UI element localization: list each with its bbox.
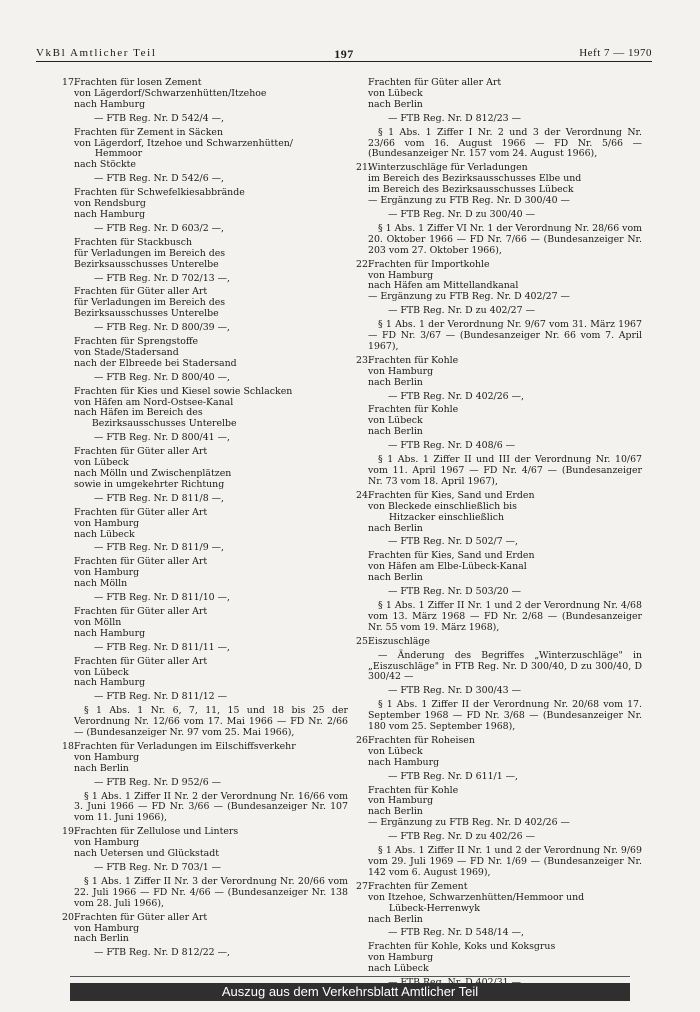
legal-citation: § 1 Abs. 1 Ziffer II Nr. 3 der Verordnung Nr. 20/66 vom 22. Juli 1966 — FD Nr. 4/66 — (Bundesanzeiger Nr. 138 vom 28. Juli 1966),: [74, 875, 348, 909]
entry-line: sowie in umgekehrter Richtung: [74, 478, 225, 490]
entry-line: nach Berlin: [74, 933, 129, 945]
legal-citation: § 1 Abs. 1 Nr. 6, 7, 11, 15 und 18 bis 25 der Verordnung Nr. 12/66 vom 17. Mai 1966 — FD Nr. 2/66 — (Bundesanzeiger Nr. 97 vom 25. Mai 1966),: [74, 705, 348, 739]
entry-block: [356, 601, 642, 634]
right-column: [356, 78, 642, 992]
ftb-reference: — FTB Reg. Nr. D zu 402/26 —: [388, 831, 535, 843]
entry-block: [62, 337, 348, 370]
entry-line: von Mölln: [74, 616, 122, 628]
entry-block: [62, 274, 348, 285]
entry-block: [62, 643, 348, 654]
entry-block: [356, 441, 642, 452]
legal-citation: § 1 Abs. 1 Ziffer VI Nr. 1 der Verordnung Nr. 28/66 vom 20. Oktober 1966 — FD Nr. 7/66 — (Bundesanzeiger Nr. 203 vom 27. Oktober 1966),: [368, 222, 642, 256]
ftb-reference: — FTB Reg. Nr. D 548/14 —,: [388, 927, 524, 939]
entry-line: Frachten für Kohle: [368, 784, 459, 796]
entry-block: [356, 224, 642, 257]
entry-line: Frachten für Kohle, Koks und Koksgrus: [368, 941, 556, 953]
entry-line: Lübeck-Herrenwyk: [368, 902, 480, 914]
entry-line: 26.Frachten für Roheisen: [356, 734, 475, 746]
entry-number: 17.: [62, 77, 77, 88]
entry-line: von Lägerdorf, Itzehoe und Schwarzenhütten/: [74, 137, 293, 149]
entry-line: nach Berlin: [368, 572, 423, 584]
entry-line: nach Hamburg: [74, 677, 146, 689]
entry-block: [62, 323, 348, 334]
entry-line: nach Lübeck: [368, 963, 429, 975]
entry-block: [356, 128, 642, 161]
entry-line: von Häfen am Nord-Ostsee-Kanal: [74, 396, 234, 408]
entry-block: [356, 651, 642, 684]
entry-block: [356, 163, 642, 207]
entry-line: im Bereich des Bezirksausschusses Elbe und: [368, 173, 582, 185]
ftb-reference: — FTB Reg. Nr. D 800/39 —,: [94, 322, 230, 334]
entry-line: für Verladungen im Bereich des: [74, 297, 226, 309]
entry-block: [356, 455, 642, 488]
entry-line: nach Berlin: [368, 98, 423, 110]
entry-block: [62, 114, 348, 125]
entry-block: [62, 373, 348, 384]
ftb-reference: — FTB Reg. Nr. D 811/11 —,: [94, 641, 230, 653]
entry-line: nach Uetersen und Glückstadt: [74, 848, 219, 860]
entry-line: nach Berlin: [368, 376, 423, 388]
entry-line: — Ergänzung zu FTB Reg. Nr. D 300/40 —: [368, 195, 570, 207]
entry-block: [356, 260, 642, 304]
entry-line: 18.Frachten für Verladungen im Eilschiffsverkehr: [62, 740, 296, 752]
entry-block: [62, 877, 348, 910]
legal-citation: § 1 Abs. 1 der Verordnung Nr. 9/67 vom 31. März 1967 — FD Nr. 3/67 — (Bundesanzeiger Nr. 66 vom 7. April 1967),: [368, 319, 642, 352]
entry-line: Frachten für Sprengstoffe: [74, 336, 199, 348]
entry-block: [62, 557, 348, 590]
entry-line: Frachten für Güter aller Art: [74, 286, 208, 298]
entry-line: von Lübeck: [74, 666, 129, 678]
entry-line: Frachten für Stackbusch: [74, 236, 193, 248]
entry-block: [356, 832, 642, 843]
footer-rule: [70, 976, 630, 977]
legal-citation: § 1 Abs. 1 Ziffer II und III der Verordnung Nr. 10/67 vom 11. April 1967 — FD Nr. 4/67 — (Bundesanzeiger Nr. 73 vom 18. April 1967),: [368, 454, 642, 487]
entry-block: [62, 543, 348, 554]
entry-line: nach Mölln und Zwischenplätzen: [74, 468, 232, 479]
entry-block: [356, 78, 642, 111]
entry-line: nach Berlin: [368, 522, 423, 534]
entry-line: Bezirksausschusses Unterelbe: [74, 308, 219, 320]
entry-line: Hitzacker einschließlich: [368, 511, 505, 523]
entry-line: von Hamburg: [74, 517, 140, 529]
ftb-reference: — FTB Reg. Nr. D 603/2 —,: [94, 222, 225, 234]
ftb-reference: — FTB Reg. Nr. D 300/43 —: [388, 685, 521, 697]
entry-number: 19.: [62, 826, 77, 838]
legal-citation: — Änderung des Begriffes „Winterzuschläge" in „Eiszuschläge" in FTB Reg. Nr. D 300/40, D zu 300/40, D 300/42 —: [368, 649, 642, 683]
entry-block: [62, 827, 348, 860]
entry-line: nach Lübeck: [74, 528, 135, 540]
entry-block: [356, 320, 642, 353]
entry-block: [62, 778, 348, 789]
entry-line: nach Hamburg: [74, 627, 146, 639]
entry-line: Frachten für Zement in Säcken: [74, 126, 223, 138]
entry-line: Frachten für Güter aller Art: [74, 446, 208, 458]
entry-number: 24.: [356, 489, 371, 501]
ftb-reference: — FTB Reg. Nr. D 408/6 —: [388, 440, 516, 452]
entry-line: von Hamburg: [74, 922, 140, 934]
entry-line: von Bleckede einschließlich bis: [368, 500, 517, 512]
running-header: [36, 47, 652, 61]
entry-number: 26.: [356, 734, 371, 746]
entry-block: [62, 657, 348, 690]
ftb-reference: — FTB Reg. Nr. D 952/6 —: [94, 776, 222, 788]
entry-line: nach Berlin: [368, 913, 423, 925]
entry-block: [356, 306, 642, 317]
entry-block: [62, 706, 348, 739]
entry-block: [62, 792, 348, 825]
ftb-reference: — FTB Reg. Nr. D 703/1 —: [94, 862, 222, 873]
legal-citation: § 1 Abs. 1 Ziffer II Nr. 1 und 2 der Verordnung Nr. 4/68 vom 13. März 1968 — FD Nr. 2/68 — (Bundesanzeiger Nr. 55 vom 19. März 1968),: [368, 599, 642, 633]
ftb-reference: — FTB Reg. Nr. D 812/23 —: [388, 112, 521, 124]
entry-block: [62, 287, 348, 320]
entry-block: [62, 238, 348, 271]
entry-line: von Hamburg: [368, 952, 434, 964]
entry-block: [62, 692, 348, 703]
entry-block: [62, 224, 348, 235]
entry-block: [356, 942, 642, 975]
entry-line: Bezirksausschusses Unterelbe: [74, 418, 237, 430]
entry-line: nach Hamburg: [368, 756, 440, 768]
entry-block: [62, 78, 348, 111]
entry-line: von Hamburg: [74, 751, 140, 763]
entry-block: [356, 700, 642, 733]
entry-line: Hemmoor: [74, 148, 143, 160]
entry-block: [356, 491, 642, 535]
entry-block: [356, 882, 642, 926]
entry-line: nach Berlin: [368, 806, 423, 818]
ftb-reference: — FTB Reg. Nr. D 800/40 —,: [94, 371, 230, 383]
entry-line: von Rendsburg: [74, 198, 146, 210]
entry-line: nach Mölln: [74, 578, 128, 590]
entry-number: 21.: [356, 162, 371, 174]
ftb-reference: — FTB Reg. Nr. D 542/6 —,: [94, 173, 225, 185]
entry-line: von Itzehoe, Schwarzenhütten/Hemmoor und: [368, 891, 585, 903]
entry-block: [356, 846, 642, 879]
entry-line: von Hamburg: [368, 795, 434, 807]
entry-block: [356, 786, 642, 830]
ftb-reference: — FTB Reg. Nr. D zu 402/27 —: [388, 305, 535, 317]
ftb-reference: — FTB Reg. Nr. D 702/13 —,: [94, 272, 230, 284]
entry-line: von Lübeck: [368, 87, 423, 99]
ftb-reference: — FTB Reg. Nr. D 812/22 —,: [94, 947, 230, 959]
entry-number: 20.: [62, 911, 77, 923]
entry-line: nach der Elbreede bei Stadersand: [74, 357, 237, 369]
entry-line: von Hamburg: [74, 837, 140, 849]
entry-line: im Bereich des Bezirksausschusses Lübeck: [368, 184, 574, 196]
entry-line: Frachten für Güter aller Art: [74, 605, 208, 617]
entry-block: [356, 114, 642, 125]
entry-line: von Lägerdorf/Schwarzenhütten/Itzehoe: [74, 87, 267, 99]
page-number: 197: [334, 47, 354, 61]
entry-line: nach Hamburg: [74, 98, 146, 110]
entry-line: 24.Frachten für Kies, Sand und Erden: [356, 489, 535, 501]
entry-number: 23.: [356, 354, 371, 366]
entry-line: 20.Frachten für Güter aller Art: [62, 911, 208, 923]
entry-line: von Häfen am Elbe-Lübeck-Kanal: [368, 561, 527, 573]
entry-block: [356, 686, 642, 697]
entry-line: von Hamburg: [368, 269, 434, 281]
entry-line: 17.Frachten für losen Zement: [62, 77, 202, 88]
entry-block: [62, 742, 348, 775]
entry-line: 23.Frachten für Kohle: [356, 354, 459, 366]
ftb-reference: — FTB Reg. Nr. D zu 300/40 —: [388, 208, 535, 220]
entry-line: — Ergänzung zu FTB Reg. Nr. D 402/27 —: [368, 291, 570, 303]
entry-block: [62, 593, 348, 604]
legal-citation: § 1 Abs. 1 Ziffer II der Verordnung Nr. 20/68 vom 17. September 1968 — FD Nr. 3/68 — (Bundesanzeiger Nr. 180 vom 25. September 1968),: [368, 699, 642, 733]
entry-block: [356, 537, 642, 548]
entry-block: [356, 587, 642, 598]
entry-line: Frachten für Kohle: [368, 404, 459, 416]
entry-line: von Lübeck: [74, 457, 129, 469]
entry-line: Frachten für Kies, Sand und Erden: [368, 550, 535, 562]
entry-line: nach Stöckte: [74, 159, 136, 171]
ftb-reference: — FTB Reg. Nr. D 503/20 —: [388, 586, 521, 598]
entry-block: [356, 637, 642, 648]
header-rule: [36, 61, 652, 62]
entry-number: 18.: [62, 740, 77, 752]
ftb-reference: — FTB Reg. Nr. D 611/1 —,: [388, 770, 519, 782]
entry-line: von Hamburg: [74, 567, 140, 579]
ftb-reference: — FTB Reg. Nr. D 800/41 —,: [94, 432, 230, 444]
footer-banner: Auszug aus dem Verkehrsblatt Amtlicher Teil: [70, 983, 630, 1001]
entry-block: [62, 433, 348, 444]
entry-block: [62, 913, 348, 946]
ftb-reference: — FTB Reg. Nr. D 542/4 —,: [94, 112, 225, 124]
entry-line: Frachten für Güter aller Art: [368, 77, 502, 88]
entry-line: Frachten für Güter aller Art: [74, 556, 208, 568]
entry-block: [356, 551, 642, 584]
ftb-reference: — FTB Reg. Nr. D 502/7 —,: [388, 536, 519, 548]
entry-line: 19.Frachten für Zellulose und Linters: [62, 826, 239, 838]
ftb-reference: — FTB Reg. Nr. D 811/8 —,: [94, 492, 225, 504]
entry-line: von Lübeck: [368, 415, 423, 427]
left-column: [62, 78, 348, 962]
entry-block: [62, 494, 348, 505]
entry-line: nach Hamburg: [74, 208, 146, 220]
entry-line: von Lübeck: [368, 745, 423, 757]
entry-line: für Verladungen im Bereich des: [74, 247, 226, 259]
entry-line: von Hamburg: [368, 365, 434, 377]
entry-block: [62, 387, 348, 431]
entry-line: Frachten für Güter aller Art: [74, 506, 208, 518]
entry-block: [62, 607, 348, 640]
entry-block: [356, 736, 642, 769]
entry-block: [62, 447, 348, 491]
ftb-reference: — FTB Reg. Nr. D 811/10 —,: [94, 592, 230, 604]
entry-block: [356, 772, 642, 783]
entry-block: [62, 188, 348, 221]
issue-label: Heft 7 — 1970: [579, 47, 652, 59]
entry-block: [62, 863, 348, 874]
ftb-reference: — FTB Reg. Nr. D 402/26 —,: [388, 390, 524, 402]
entry-line: 25.Eiszuschläge: [356, 635, 430, 647]
entry-block: [62, 174, 348, 185]
entry-line: von Stade/Stadersand: [74, 346, 179, 358]
entry-number: 25.: [356, 635, 371, 647]
entry-line: nach Berlin: [368, 426, 423, 438]
entry-number: 22.: [356, 258, 371, 270]
ftb-reference: — FTB Reg. Nr. D 811/12 —: [94, 691, 227, 703]
entry-line: 22.Frachten für Importkohle: [356, 258, 490, 270]
entry-line: nach Häfen im Bereich des: [74, 407, 203, 419]
entry-line: 21.Winterzuschläge für Verladungen: [356, 162, 528, 174]
entry-block: [62, 508, 348, 541]
legal-citation: § 1 Abs. 1 Ziffer I Nr. 2 und 3 der Verordnung Nr. 23/66 vom 16. August 1966 — FD Nr. 5/66 — (Bundesanzeiger Nr. 157 vom 24. August 1966),: [368, 126, 642, 160]
entry-block: [62, 128, 348, 172]
entry-block: [62, 948, 348, 959]
entry-block: [356, 356, 642, 389]
legal-citation: § 1 Abs. 1 Ziffer II Nr. 1 und 2 der Verordnung Nr. 9/69 vom 29. Juli 1969 — FD Nr. 1/69 — (Bundesanzeiger Nr. 142 vom 6. August 1969),: [368, 845, 642, 878]
entry-line: 27.Frachten für Zement: [356, 880, 468, 892]
entry-line: — Ergänzung zu FTB Reg. Nr. D 402/26 —: [368, 817, 570, 829]
entry-line: Frachten für Kies und Kiesel sowie Schlacken: [74, 385, 293, 397]
entry-block: [356, 405, 642, 438]
entry-block: [356, 210, 642, 221]
entry-line: nach Häfen am Mittellandkanal: [368, 280, 519, 292]
journal-title: VkBl Amtlicher Teil: [36, 47, 157, 59]
entry-line: nach Berlin: [74, 762, 129, 774]
entry-block: [356, 928, 642, 939]
ftb-reference: — FTB Reg. Nr. D 811/9 —,: [94, 542, 225, 554]
entry-number: 27.: [356, 880, 371, 892]
entry-line: Frachten für Güter aller Art: [74, 655, 208, 667]
legal-citation: § 1 Abs. 1 Ziffer II Nr. 2 der Verordnung Nr. 16/66 vom 3. Juni 1966 — FD Nr. 3/66 — (Bundesanzeiger Nr. 107 vom 11. Juni 1966),: [74, 790, 348, 824]
entry-line: Frachten für Schwefelkiesabbrände: [74, 187, 245, 199]
entry-line: Bezirksausschusses Unterelbe: [74, 258, 219, 270]
entry-block: [356, 392, 642, 403]
